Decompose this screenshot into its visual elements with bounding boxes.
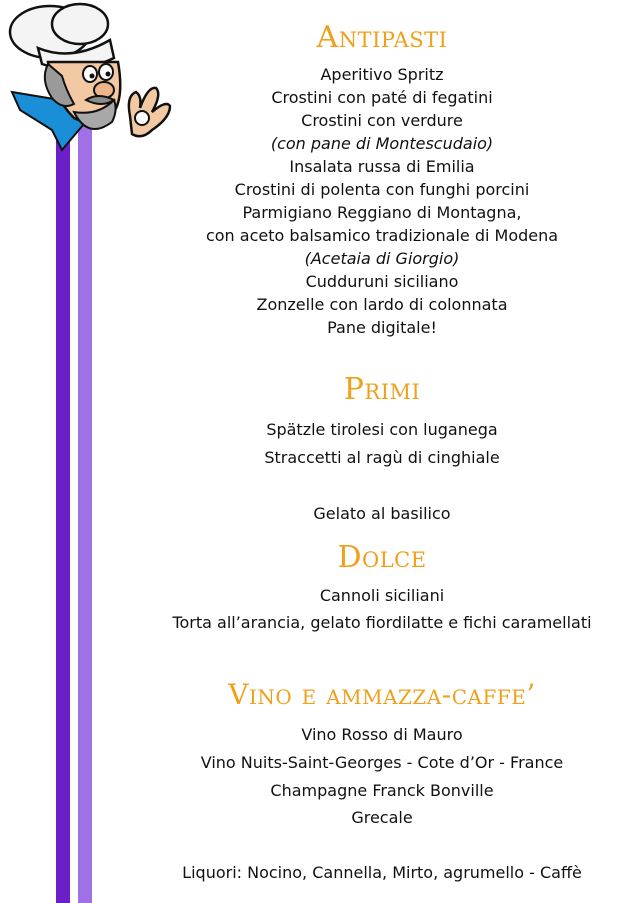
vino-heading: Vino e ammazza-caffe’	[228, 678, 536, 711]
menu-item: Insalata russa di Emilia	[289, 157, 475, 176]
menu-item: Gelato al basilico	[313, 504, 451, 523]
menu-item: Crostini con paté di fegatini	[271, 88, 493, 107]
menu-item: Parmigiano Reggiano di Montagna,	[242, 203, 522, 222]
menu-item: Cudduruni siciliano	[305, 272, 459, 291]
menu-item: Straccetti al ragù di cinghiale	[264, 448, 500, 467]
menu-item: Champagne Franck Bonville	[270, 781, 494, 800]
antipasti-heading: Antipasti	[316, 20, 448, 55]
menu-item: Aperitivo Spritz	[320, 65, 444, 84]
menu-item: Zonzelle con lardo di colonnata	[256, 295, 508, 314]
left-stripe-light	[78, 120, 92, 903]
menu-item: Pane digitale!	[327, 318, 437, 337]
menu-item: Grecale	[351, 808, 413, 827]
menu-item: Spätzle tirolesi con luganega	[266, 420, 498, 439]
menu-item: Liquori: Nocino, Cannella, Mirto, agrumello - Caffè	[182, 863, 582, 882]
menu-item: Vino Nuits-Saint-Georges - Cote d’Or - France	[200, 753, 564, 772]
menu-item: Crostini con verdure	[301, 111, 463, 130]
left-stripe-dark	[56, 120, 70, 903]
primi-heading: Primi	[343, 372, 421, 407]
menu-item-note: (Acetaia di Giorgio)	[304, 249, 460, 268]
menu-item: Torta all’arancia, gelato fiordilatte e fichi caramellati	[172, 613, 592, 632]
dolce-heading: Dolce	[337, 540, 427, 575]
menu-item: Crostini di polenta con funghi porcini	[234, 180, 530, 199]
menu-item: Cannoli siciliani	[319, 586, 445, 605]
menu-item: con aceto balsamico tradizionale di Modena	[205, 226, 559, 245]
menu-item: Vino Rosso di Mauro	[301, 725, 463, 744]
menu-item-note: (con pane di Montescudaio)	[270, 134, 494, 153]
